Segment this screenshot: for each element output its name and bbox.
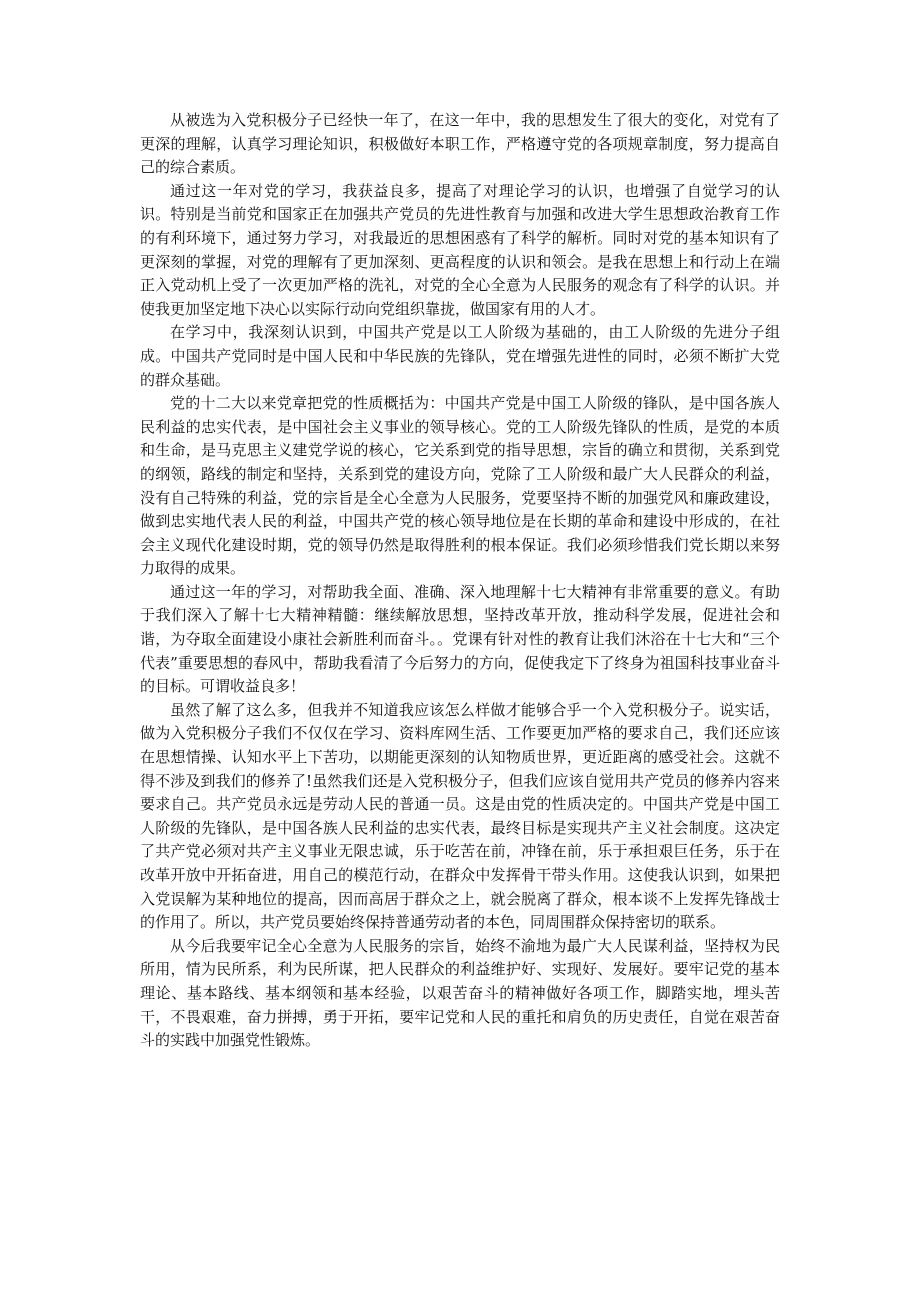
paragraph-2: 通过这一年对党的学习，我获益良多，提高了对理论学习的认识，也增强了自觉学习的认识。特别是当前党和国家正在加强共产党员的先进性教育与加强和改进大学生思想政治教育工作的有利环境下，通过努力学习，对我最近的思想困惑有了科学的解析。同时对党的基本知识有了更深刻的掌握，对党的理解有了更加深刻、更高程度的认识和领会。是我在思想上和行动上在端正入党动机上受了一次更加严格的洗礼，对党的全心全意为人民服务的观念有了科学的认识。并使我更加坚定地下决心以实际行动向党组织靠拢，做国家有用的人才。 (140, 181, 780, 318)
paragraph-4: 党的十二大以来党章把党的性质概括为：中国共产党是中国工人阶级的锋队，是中国各族人民利益的忠实代表，是中国社会主义事业的领导核心。党的工人阶级先锋队的性质，是党的本质和生命，是马克思主义建党学说的核心，它关系到党的指导思想，宗旨的确立和贯彻，关系到党的纲领，路线的制定和坚持，关系到党的建设方向，党除了工人阶级和最广大人民群众的利益，没有自己特殊的利益，党的宗旨是全心全意为人民服务，党要坚持不断的加强党风和廉政建设，做到忠实地代表人民的利益，中国共产党的核心领导地位是在长期的革命和建设中形成的，在社会主义现代化建设时期，党的领导仍然是取得胜利的根本保证。我们必须珍惜我们党长期以来努力取得的成果。 (140, 394, 780, 578)
document-body (140, 109, 780, 1053)
paragraph-3: 在学习中，我深刻认识到，中国共产党是以工人阶级为基础的，由工人阶级的先进分子组成。中国共产党同时是中国人民和中华民族的先锋队，党在增强先进性的同时，必须不断扩大党的群众基础。 (140, 323, 780, 389)
paragraph-7: 从今后我要牢记全心全意为人民服务的宗旨，始终不渝地为最广大人民谋利益，坚持权为民所用，情为民所系，利为民所谋，把人民群众的利益维护好、实现好、发展好。要牢记党的基本理论、基本路线、基本纲领和基本经验，以艰苦奋斗的精神做好各项工作，脚踏实地，埋头苦干，不畏艰难，奋力拼搏，勇于开拓，要牢记党和人民的重托和肩负的历史责任，自觉在艰苦奋斗的实践中加强党性锻炼。 (140, 936, 780, 1050)
paragraph-1: 从被选为入党积极分子已经快一年了，在这一年中，我的思想发生了很大的变化，对党有了更深的理解，认真学习理论知识，积极做好本职工作，严格遵守党的各项规章制度，努力提高自己的综合素质。 (140, 111, 780, 177)
paragraph-5: 通过这一年的学习，对帮助我全面、准确、深入地理解十七大精神有非常重要的意义。有助于我们深入了解十七大精神精髓：继续解放思想，坚持改革开放，推动科学发展，促进社会和谐，为夺取全面建设小康社会新胜利而奋斗。。党课有针对性的教育让我们沐浴在十七大和“三个代表”重要思想的春风中，帮助我看清了今后努力的方向，促使我定下了终身为祖国科技事业奋斗的目标。可谓收益良多！ (140, 582, 780, 696)
paragraph-6: 虽然了解了这么多，但我并不知道我应该怎么样做才能够合乎一个入党积极分子。说实话，做为入党积极分子我们不仅仅在学习、资料库网生活、工作要更加严格的要求自己，我们还应该在思想情操、认知水平上下苦功，以期能更深刻的认知物质世界，更近距离的感受社会。这就不得不涉及到我们的修养了!虽然我们还是入党积极分子，但我们应该自觉用共产党员的修养内容来要求自己。共产党员永远是劳动人民的普通一员。这是由党的性质决定的。中国共产党是中国工人阶级的先锋队，是中国各族人民利益的忠实代表，最终目标是实现共产主义社会制度。这决定了共产党必须对共产主义事业无限忠诚，乐于吃苦在前，冲锋在前，乐于承担艰巨任务，乐于在改革开放中开拓奋进，用自己的模范行动，在群众中发挥骨干带头作用。这使我认识到，如果把入党误解为某种地位的提高，因而高居于群众之上，就会脱离了群众，根本谈不上发挥先锋战士的作用了。所以，共产党员要始终保持普通劳动者的本色，同周围群众保持密切的联系。 (140, 700, 780, 932)
